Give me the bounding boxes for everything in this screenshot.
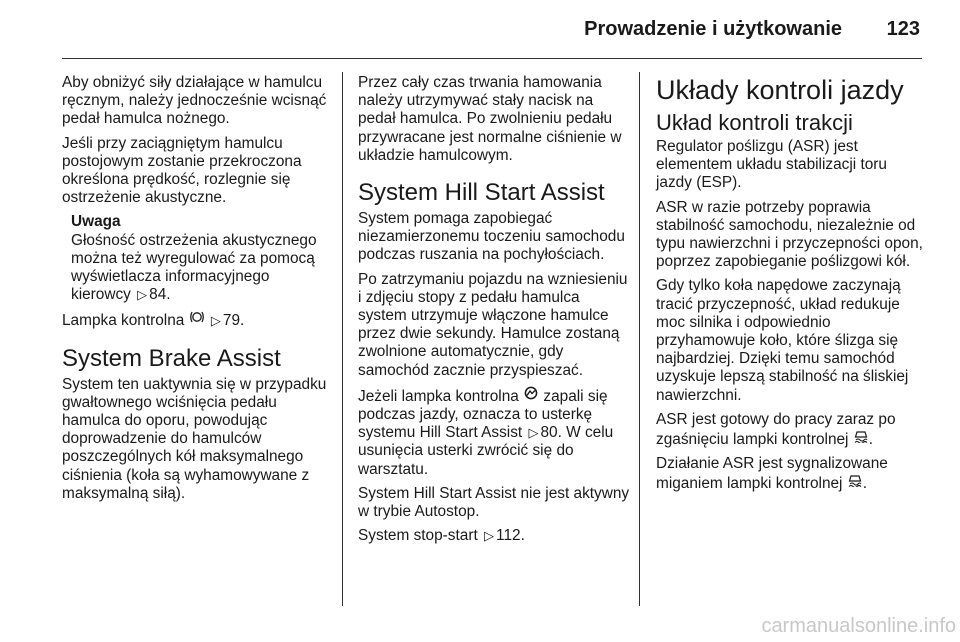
page-reference-link[interactable]: 79.: [222, 312, 245, 330]
lamp-text: Lampka kontrolna: [62, 312, 185, 330]
column-1: [62, 74, 332, 509]
paragraph: Aby obniżyć siły działające w hamulcu ręcznym, należy jednocześnie wcisnąć pedał hamulca nożnego.: [62, 74, 327, 128]
page-header: [0, 0, 960, 60]
watermark: carmanualsonline.info: [761, 615, 956, 637]
page-title: Prowadzenie i użytkowanie: [584, 18, 842, 40]
section-heading-traction-control: Układ kontroli trakcji: [656, 110, 853, 135]
note-box: [62, 213, 332, 304]
paragraph: ASR w razie potrzeby poprawia stabilność samochodu, niezależnie od typu nawierzchni i przyczepności opon, poprzez zapobieganie poślizgowi kół.: [656, 198, 923, 271]
hill-start-assist-lamp-icon: [523, 386, 539, 405]
brake-warning-lamp-icon: [189, 310, 205, 329]
paragraph: Przez cały czas trwania hamowania należy utrzymywać stały nacisk na pedał hamulca. Po zwolnieniu pedału przywracane jest normalne ciśnienie w układzie hamulcowym.: [358, 74, 622, 164]
note-title: Uwaga: [71, 213, 121, 231]
page-reference-link[interactable]: 112.: [496, 527, 525, 545]
cross-reference-arrow-icon: ▷: [528, 425, 539, 441]
cross-reference-arrow-icon: ▷: [137, 287, 148, 303]
traction-control-lamp-icon: [853, 429, 869, 448]
paragraph: [358, 386, 630, 479]
column-divider-1: [342, 72, 343, 606]
column-divider-2: [639, 72, 640, 606]
paragraph: [62, 310, 332, 330]
paragraph: Regulator poślizgu (ASR) jest elementem układu stabilizacji toru jazdy (ESP).: [656, 138, 887, 192]
page-reference-link[interactable]: 84.: [149, 286, 171, 304]
section-heading-brake-assist: System Brake Assist: [62, 344, 281, 372]
paragraph: ASR jest gotowy do pracy zaraz po zgaśnięciu lampki kontrolnej .: [656, 410, 896, 449]
paragraph: System Hill Start Assist nie jest aktywny w trybie Autostop.: [358, 484, 630, 521]
page-number: 123: [886, 18, 920, 40]
column-2: [358, 74, 630, 551]
cross-reference-arrow-icon: ▷: [484, 528, 495, 544]
paragraph: Działanie ASR jest sygnalizowane miganiem lampki kontrolnej .: [656, 455, 888, 493]
paragraph: Po zatrzymaniu pojazdu na wzniesieniu i zdjęciu stopy z pedału hamulca system utrzymuje włączone hamulce przez dwie sekundy. Hamulce zostaną zwolnione automatycznie, gdy samochód zacznie przyspieszać.: [358, 270, 628, 379]
section-heading-hill-start-assist: System Hill Start Assist: [358, 179, 605, 207]
paragraph: System pomaga zapobiegać niezamierzonemu toczeniu samochodu podczas ruszania na pochyłościach.: [358, 210, 625, 264]
text-segment: zapali się podczas jazdy, oznacza to usterkę systemu Hill Start Assist: [358, 387, 608, 442]
paragraph: Gdy tylko koła napędowe zaczynają tracić przyczepność, układ redukuje moc silnika i odpowiednio przyhamowuje koło, które ślizga się najbardziej. Dzięki temu samochód uzyskuje lepszą stabilność na śliskiej nawierzchni.: [656, 277, 909, 404]
traction-control-lamp-icon: [847, 473, 863, 492]
text-segment: System stop-start: [358, 527, 478, 545]
paragraph: System ten uaktywnia się w przypadku gwałtownego wciśnięcia pedału hamulca do oporu, powodując doprowadzenie do hamulców poszczególnych kół maksymalnego ciśnienia (koła są wyhamowywane z maksymalną siłą).: [62, 375, 327, 502]
note-text: [71, 232, 332, 305]
page-reference-link[interactable]: 80.: [540, 424, 562, 442]
text-segment: Jeżeli lampka kontrolna: [358, 387, 519, 405]
text-segment: Działanie ASR jest sygnalizowane miganiem lampki kontrolnej: [656, 455, 888, 493]
note-body: Głośność ostrzeżenia akustycznego można też wyregulować za pomocą wyświetlacza informacyjnego kierowcy: [71, 231, 317, 304]
text-segment: ASR jest gotowy do pracy zaraz po zgaśnięciu lampki kontrolnej: [656, 410, 896, 449]
text-segment: W celu usunięcia usterki zwrócić się do warsztatu.: [358, 424, 614, 478]
header-divider: [62, 58, 922, 59]
paragraph: Jeśli przy zaciągniętym hamulcu postojowym zostanie przekroczona określona prędkość, rozlegnie się ostrzeżenie akustyczne.: [62, 134, 302, 207]
cross-reference-arrow-icon: ▷: [210, 313, 221, 329]
paragraph: [358, 527, 630, 545]
column-3: [656, 74, 924, 500]
chapter-heading: Układy kontroli jazdy: [656, 75, 904, 105]
